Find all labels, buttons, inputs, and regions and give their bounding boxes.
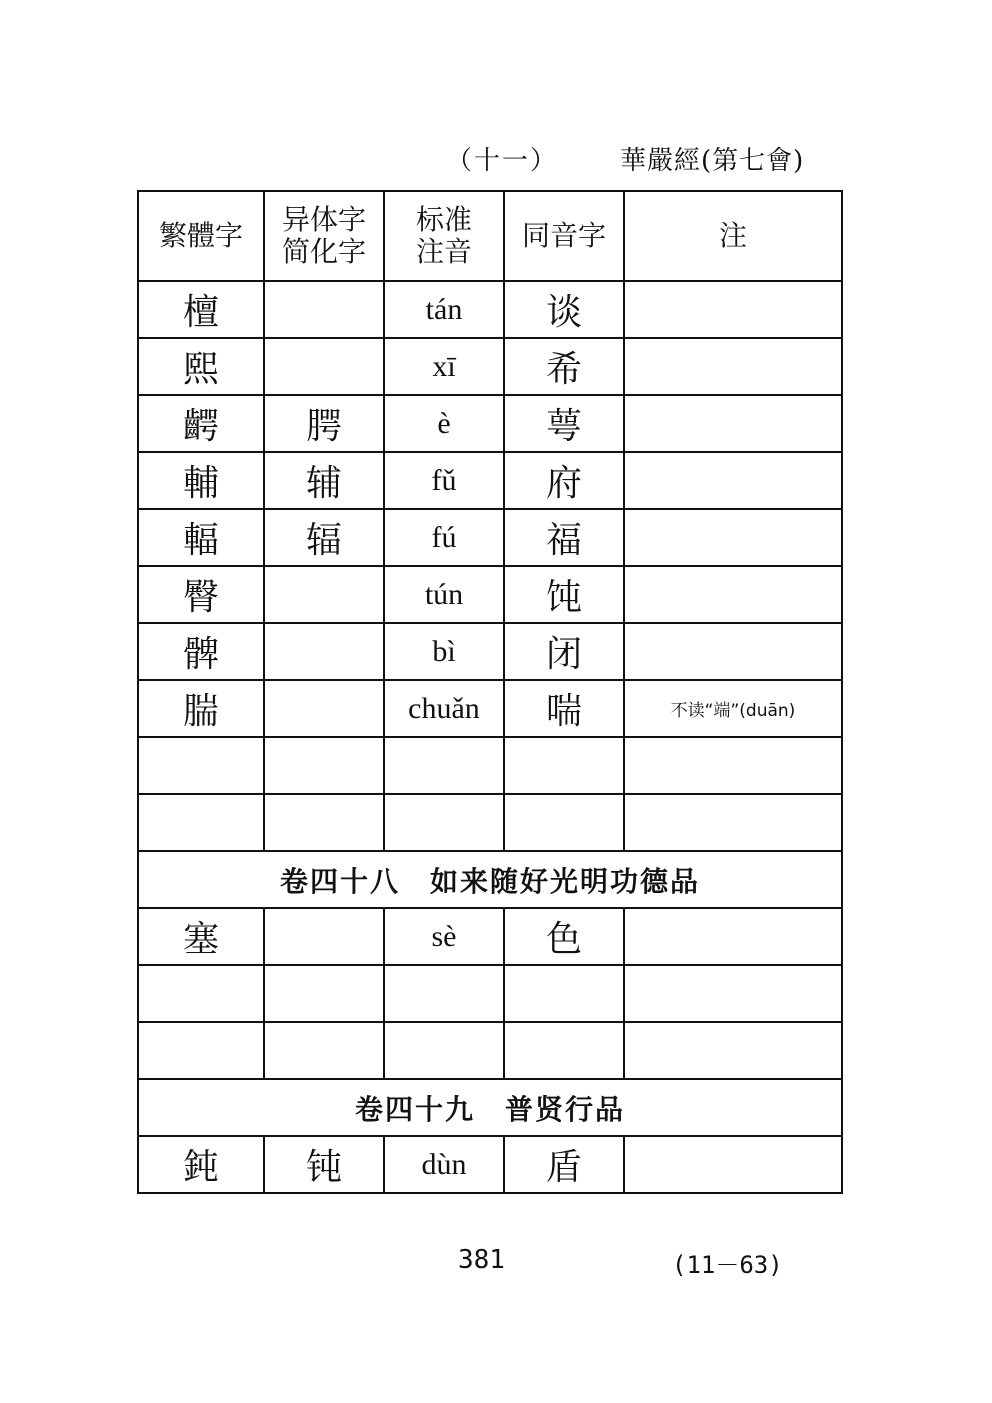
pinyin-cell: xī xyxy=(384,338,504,395)
section-heading: 卷四十八 如来随好光明功德品 xyxy=(138,851,842,908)
homophone-cell: 闭 xyxy=(504,623,624,680)
pinyin-cell xyxy=(384,1022,504,1079)
simplified-char-cell xyxy=(264,1022,384,1079)
note-cell xyxy=(624,509,842,566)
traditional-char-cell xyxy=(138,965,264,1022)
simplified-char-cell xyxy=(264,566,384,623)
note-cell xyxy=(624,452,842,509)
simplified-char-cell xyxy=(264,623,384,680)
table-row xyxy=(138,566,842,623)
pinyin-cell: è xyxy=(384,395,504,452)
pinyin-cell xyxy=(384,794,504,851)
note-cell xyxy=(624,1136,842,1193)
column-header: 繁體字 xyxy=(138,191,264,281)
table-row xyxy=(138,737,842,794)
simplified-char-cell: 钝 xyxy=(264,1136,384,1193)
homophone-cell: 谈 xyxy=(504,281,624,338)
traditional-char-cell: 輔 xyxy=(138,452,264,509)
table-row xyxy=(138,965,842,1022)
note-cell xyxy=(624,737,842,794)
table-row xyxy=(138,281,842,338)
homophone-cell: 萼 xyxy=(504,395,624,452)
note-cell xyxy=(624,395,842,452)
column-header xyxy=(264,191,384,281)
simplified-char-cell: 辅 xyxy=(264,452,384,509)
note-cell xyxy=(624,338,842,395)
column-header: 注 xyxy=(624,191,842,281)
table-row xyxy=(138,338,842,395)
homophone-cell: 饨 xyxy=(504,566,624,623)
page-number: 381 xyxy=(458,1245,505,1275)
note-cell xyxy=(624,623,842,680)
page-code: (11－63) xyxy=(672,1251,783,1279)
homophone-cell: 喘 xyxy=(504,680,624,737)
traditional-char-cell: 齶 xyxy=(138,395,264,452)
homophone-cell xyxy=(504,965,624,1022)
homophone-cell xyxy=(504,794,624,851)
traditional-char-cell xyxy=(138,737,264,794)
table-header-row xyxy=(138,191,842,281)
note-cell xyxy=(624,908,842,965)
table-row xyxy=(138,794,842,851)
note-cell xyxy=(624,794,842,851)
pinyin-cell: tún xyxy=(384,566,504,623)
column-header xyxy=(384,191,504,281)
traditional-char-cell: 臀 xyxy=(138,566,264,623)
character-table-body xyxy=(138,191,842,1193)
simplified-char-cell: 腭 xyxy=(264,395,384,452)
traditional-char-cell: 鈍 xyxy=(138,1136,264,1193)
pinyin-cell xyxy=(384,965,504,1022)
character-table xyxy=(137,190,843,1194)
traditional-char-cell: 熙 xyxy=(138,338,264,395)
homophone-cell xyxy=(504,1022,624,1079)
simplified-char-cell xyxy=(264,965,384,1022)
header-line: 注音 xyxy=(415,235,472,268)
table-row xyxy=(138,680,842,737)
section-number: （十一） xyxy=(446,146,559,176)
table-row xyxy=(138,509,842,566)
note-cell xyxy=(624,1022,842,1079)
simplified-char-cell xyxy=(264,908,384,965)
homophone-cell: 盾 xyxy=(504,1136,624,1193)
homophone-cell: 色 xyxy=(504,908,624,965)
section-heading: 卷四十九 普贤行品 xyxy=(138,1079,842,1136)
pinyin-cell xyxy=(384,737,504,794)
homophone-cell: 希 xyxy=(504,338,624,395)
table-row xyxy=(138,1136,842,1193)
traditional-char-cell xyxy=(138,1022,264,1079)
pinyin-cell: bì xyxy=(384,623,504,680)
simplified-char-cell xyxy=(264,737,384,794)
simplified-char-cell xyxy=(264,680,384,737)
note-cell xyxy=(624,281,842,338)
traditional-char-cell: 塞 xyxy=(138,908,264,965)
pinyin-cell: tán xyxy=(384,281,504,338)
note-cell xyxy=(624,965,842,1022)
simplified-char-cell xyxy=(264,794,384,851)
pinyin-cell: sè xyxy=(384,908,504,965)
table-row xyxy=(138,908,842,965)
homophone-cell: 府 xyxy=(504,452,624,509)
document-title: 華嚴經(第七會) xyxy=(620,146,805,176)
homophone-cell xyxy=(504,737,624,794)
table-row xyxy=(138,623,842,680)
traditional-char-cell: 腨 xyxy=(138,680,264,737)
table-row xyxy=(138,1022,842,1079)
section-heading-row xyxy=(138,1079,842,1136)
pinyin-cell: chuǎn xyxy=(384,680,504,737)
section-heading-row xyxy=(138,851,842,908)
traditional-char-cell: 檀 xyxy=(138,281,264,338)
homophone-cell: 福 xyxy=(504,509,624,566)
simplified-char-cell xyxy=(264,338,384,395)
column-header: 同音字 xyxy=(504,191,624,281)
pinyin-cell: dùn xyxy=(384,1136,504,1193)
header-line: 标准 xyxy=(415,203,472,236)
note-cell: 不读“端”(duān) xyxy=(624,680,842,737)
traditional-char-cell: 輻 xyxy=(138,509,264,566)
traditional-char-cell: 髀 xyxy=(138,623,264,680)
simplified-char-cell xyxy=(264,281,384,338)
note-cell xyxy=(624,566,842,623)
traditional-char-cell xyxy=(138,794,264,851)
header-line: 异体字 xyxy=(281,203,366,236)
pinyin-cell: fǔ xyxy=(384,452,504,509)
table-row xyxy=(138,395,842,452)
simplified-char-cell: 辐 xyxy=(264,509,384,566)
table-row xyxy=(138,452,842,509)
header-line: 简化字 xyxy=(281,235,366,268)
pinyin-cell: fú xyxy=(384,509,504,566)
